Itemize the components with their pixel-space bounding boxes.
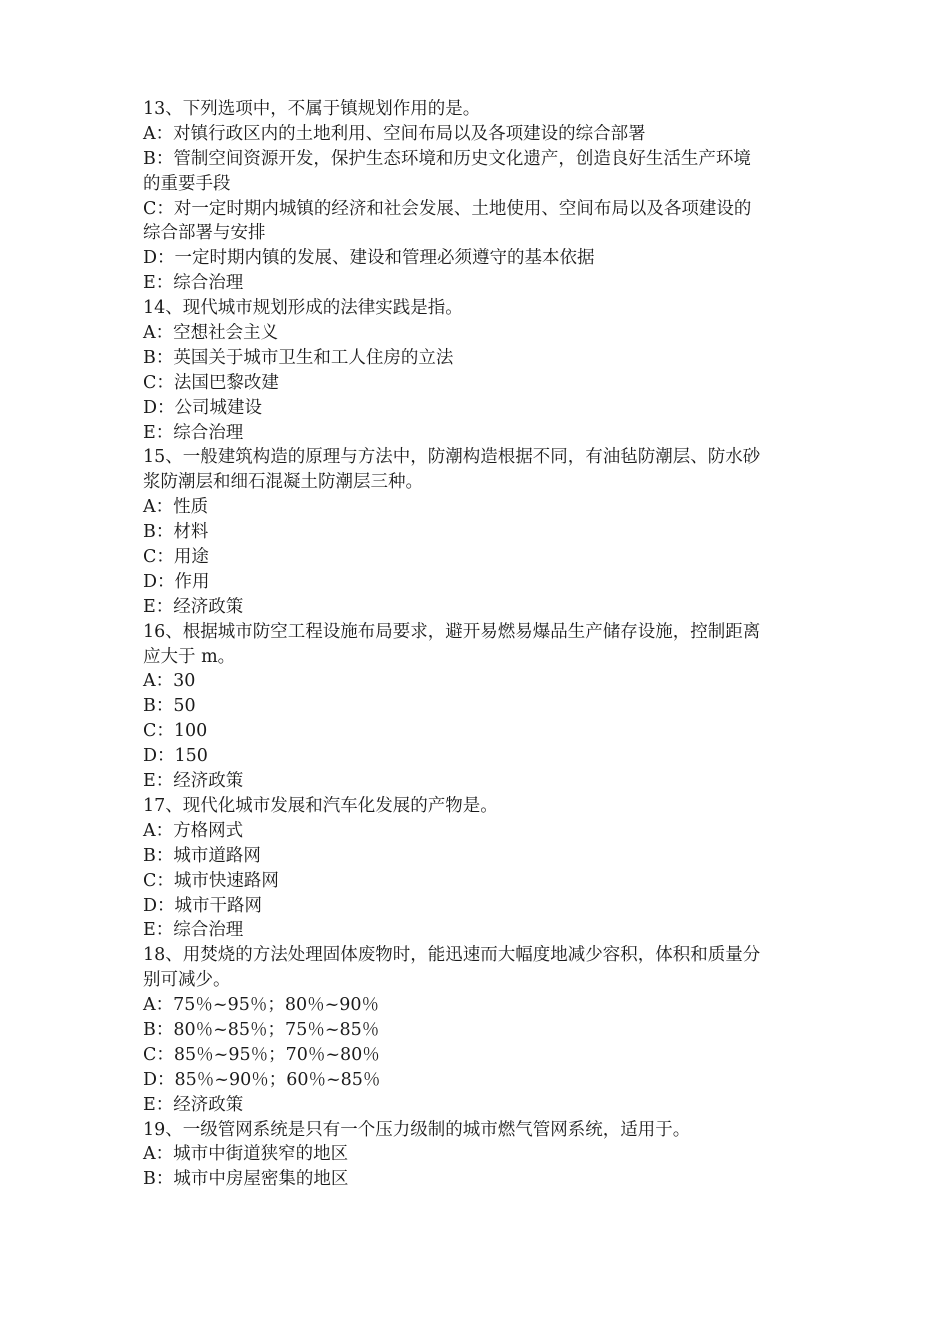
question-16-stem-cont: 应大于 m。 <box>143 646 236 667</box>
question-15-stem: 15、一般建筑构造的原理与方法中，防潮构造根据不同，有油毡防潮层、防水砂 <box>143 447 761 468</box>
question-13-option-d: D：一定时期内镇的发展、建设和管理必须遵守的基本依据 <box>143 248 595 269</box>
question-16-option-c: C：100 <box>143 721 208 742</box>
question-14-option-e: E：综合治理 <box>143 422 244 443</box>
question-17-option-c: C：城市快速路网 <box>143 870 279 891</box>
question-17-option-e: E：综合治理 <box>143 920 244 941</box>
question-14-option-b: B：英国关于城市卫生和工人住房的立法 <box>143 347 454 368</box>
question-15-stem-cont: 浆防潮层和细石混凝土防潮层三种。 <box>143 472 423 493</box>
question-14-option-c: C：法国巴黎改建 <box>143 372 279 393</box>
question-16-stem: 16、根据城市防空工程设施布局要求，避开易燃易爆品生产储存设施，控制距离 <box>143 621 761 642</box>
question-15-option-d: D：作用 <box>143 571 210 592</box>
question-18-option-a: A：75％~95％；80％~90％ <box>143 995 380 1016</box>
question-17-option-b: B：城市道路网 <box>143 845 261 866</box>
question-16-option-e: E：经济政策 <box>143 771 244 792</box>
question-15-option-a: A：性质 <box>143 497 209 518</box>
question-14-stem: 14、现代城市规划形成的法律实践是指。 <box>143 298 463 319</box>
question-15-option-b: B：材料 <box>143 522 209 543</box>
question-13-option-c: C：对一定时期内城镇的经济和社会发展、土地使用、空间布局以及各项建设的 <box>143 198 752 219</box>
question-16-option-a: A：30 <box>143 671 196 692</box>
question-15-option-e: E：经济政策 <box>143 596 244 617</box>
question-13-option-b-cont: 的重要手段 <box>143 173 231 194</box>
question-18-option-e: E：经济政策 <box>143 1094 244 1115</box>
question-13-option-c-cont: 综合部署与安排 <box>143 223 266 244</box>
question-19-option-a: A：城市中街道狭窄的地区 <box>143 1144 349 1165</box>
question-17-option-d: D：城市干路网 <box>143 895 263 916</box>
question-13-option-b: B：管制空间资源开发，保护生态环境和历史文化遗产，创造良好生活生产环境 <box>143 148 751 169</box>
question-18-stem-cont: 别可减少。 <box>143 970 231 991</box>
question-16-option-d: D：150 <box>143 746 208 767</box>
question-17-option-a: A：方格网式 <box>143 820 244 841</box>
question-18-stem: 18、用焚烧的方法处理固体废物时，能迅速而大幅度地减少容积，体积和质量分 <box>143 945 761 966</box>
document-body <box>143 97 823 1192</box>
question-18-option-b: B：80％~85％；75％~85％ <box>143 1019 380 1040</box>
question-19-stem: 19、一级管网系统是只有一个压力级制的城市燃气管网系统，适用于。 <box>143 1119 691 1140</box>
question-13-stem: 13、下列选项中，不属于镇规划作用的是。 <box>143 99 481 119</box>
question-15-option-c: C：用途 <box>143 547 209 568</box>
question-14-option-a: A：空想社会主义 <box>143 323 279 344</box>
question-17-stem: 17、现代化城市发展和汽车化发展的产物是。 <box>143 795 498 816</box>
question-14-option-d: D：公司城建设 <box>143 397 263 418</box>
question-18-option-d: D：85％~90％；60％~85％ <box>143 1069 381 1090</box>
question-18-option-c: C：85％~95％；70％~80％ <box>143 1044 380 1065</box>
question-13-option-a: A：对镇行政区内的土地利用、空间布局以及各项建设的综合部署 <box>143 123 646 144</box>
question-16-option-b: B：50 <box>143 696 196 717</box>
question-19-option-b: B：城市中房屋密集的地区 <box>143 1169 349 1190</box>
question-13-option-e: E：综合治理 <box>143 273 244 294</box>
